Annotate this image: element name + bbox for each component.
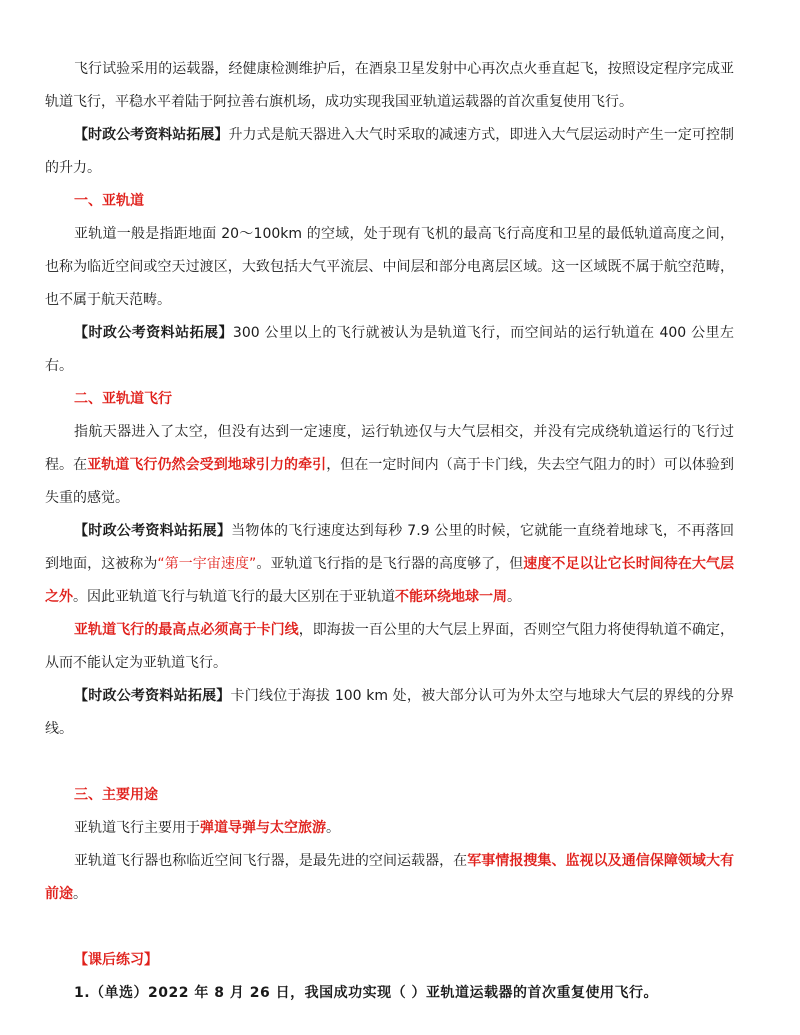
- extension-text: 卡门线位于海拔 100 km 处，被大部分认可为外太空与地球大气层的界线的分界线。: [45, 688, 734, 737]
- spacer: [45, 911, 734, 944]
- exercise-title: 【课后练习】: [74, 952, 158, 968]
- extension-tag: 【时政公考资料站拓展】: [74, 688, 231, 704]
- highlight-text: 亚轨道飞行仍然会受到地球引力的牵引: [87, 457, 327, 473]
- suborbit-paragraph: 亚轨道一般是指距地面 20～100km 的空域，处于现有飞机的最高飞行高度和卫星的最低轨道高度之间，也称为临近空间或空天过渡区，大致包括大气平流层、中间层和部分电离层区域。这一区域既不属于航空范畴，也不属于航天范畴。: [45, 226, 734, 308]
- extension-paragraph-3: [45, 515, 734, 614]
- highlight-text: 弹道导弹与太空旅游: [200, 820, 326, 836]
- uses-paragraph-2: [45, 845, 734, 911]
- text-run: 。因此亚轨道飞行与轨道飞行的最大区别在于亚轨道: [73, 589, 395, 605]
- extension-paragraph-4: [45, 680, 734, 746]
- text-run: 。亚轨道飞行指的是飞行器的高度够了，但: [256, 556, 524, 572]
- highlight-text: 亚轨道飞行的最高点必须高于卡门线: [74, 622, 299, 638]
- karman-line-paragraph: [45, 614, 734, 680]
- text-run: 。: [507, 589, 521, 605]
- section-heading-uses: 三、主要用途: [74, 787, 158, 803]
- extension-tag: 【时政公考资料站拓展】: [74, 325, 233, 341]
- text-run: 指航天器进入了太空，但没有达到一定速度，运行轨迹仅与大气层相交，并没有完成绕轨道运行的飞行过程。在: [45, 424, 734, 473]
- text-run: ，即海拔一百公里的大气层上界面，否则空气阻力将使得轨道不确定，从而不能认定为亚轨道飞行。: [45, 622, 735, 671]
- suborbital-flight-paragraph: [45, 416, 734, 515]
- text-run: 。: [73, 886, 87, 902]
- section-heading-suborbital-flight: 二、亚轨道飞行: [74, 391, 172, 407]
- extension-text: 300 公里以上的飞行就被认为是轨道飞行，而空间站的运行轨道在 400 公里左右。: [45, 325, 735, 374]
- text-run: 当物体的飞行速度达到每秒 7.9 公里的时候，它就能一直绕着地球飞，不再落回到地面，这被称为: [45, 523, 734, 572]
- section-heading-suborbit: 一、亚轨道: [74, 193, 144, 209]
- extension-tag: 【时政公考资料站拓展】: [74, 127, 229, 143]
- highlight-text: 不能环绕地球一周: [395, 589, 507, 605]
- highlight-text: 速度不足以让它长时间待在大气层之外: [45, 556, 735, 605]
- extension-paragraph-1: [45, 119, 734, 185]
- question-1: 1.（单选）2022 年 8 月 26 日，我国成功实现（ ）亚轨道运载器的首次重复使用飞行。: [74, 985, 658, 1001]
- text-run: 亚轨道飞行主要用于: [74, 820, 200, 836]
- text-run: 。: [326, 820, 340, 836]
- quoted-term: “第一宇宙速度”: [157, 556, 257, 572]
- spacer: [45, 746, 734, 779]
- text-run: 亚轨道飞行器也称临近空间飞行器，是最先进的空间运载器，在: [74, 853, 468, 869]
- uses-paragraph-1: [45, 812, 734, 845]
- intro-paragraph: 飞行试验采用的运载器，经健康检测维护后，在酒泉卫星发射中心再次点火垂直起飞，按照设定程序完成亚轨道飞行，平稳水平着陆于阿拉善右旗机场，成功实现我国亚轨道运载器的首次重复使用飞行。: [45, 61, 734, 110]
- extension-tag: 【时政公考资料站拓展】: [74, 523, 232, 539]
- highlight-text: 军事情报搜集、监视以及通信保障领域大有前途: [45, 853, 735, 902]
- text-run: ，但在一定时间内（高于卡门线，失去空气阻力的时）可以体验到失重的感觉。: [45, 457, 734, 506]
- extension-text: 升力式是航天器进入大气时采取的减速方式，即进入大气层运动时产生一定可控制的升力。: [45, 127, 735, 176]
- extension-paragraph-2: [45, 317, 734, 383]
